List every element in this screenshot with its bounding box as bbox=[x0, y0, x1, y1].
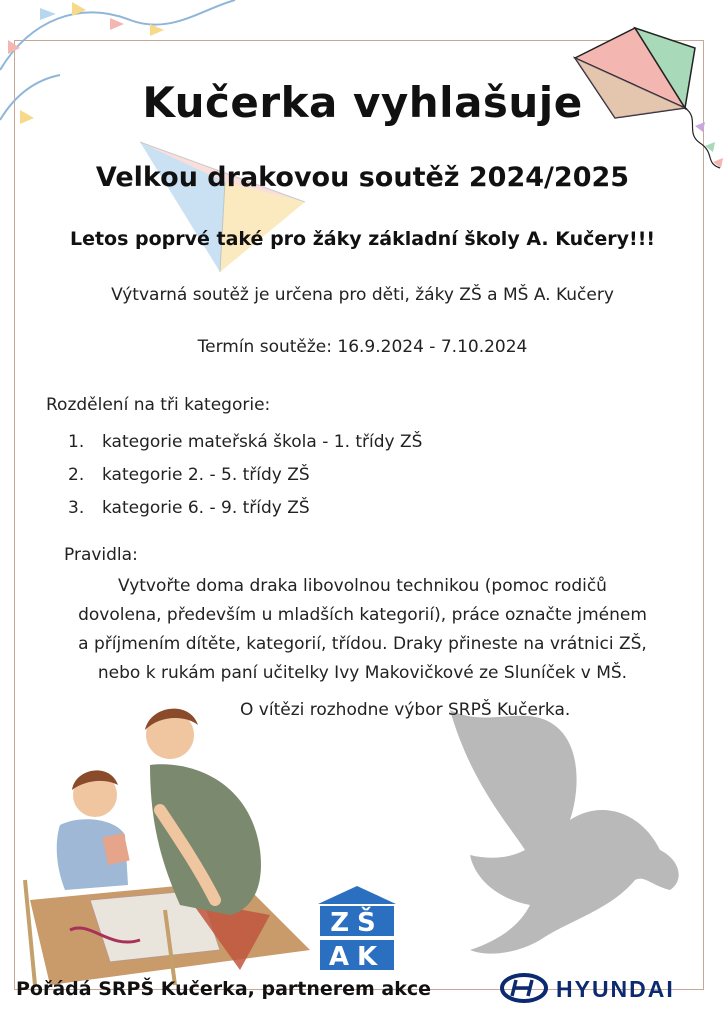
rules-line: Vytvořte doma draka libovolnou technikou (pomoc rodičů bbox=[118, 576, 607, 596]
contest-subtitle: Velkou drakovou soutěž 2024/2025 bbox=[95, 162, 630, 193]
school-logo-bottom-text: AK bbox=[328, 942, 386, 972]
dragon-silhouette bbox=[430, 690, 690, 960]
rules-line: nebo k rukám paní učitelky Ivy Makovičkové ze Sluníček v MŠ. bbox=[97, 663, 628, 683]
kite-background-decoration bbox=[130, 132, 310, 277]
category-number: 1. bbox=[68, 432, 85, 452]
category-number: 2. bbox=[68, 465, 85, 485]
contest-intro: Výtvarná soutěž je určena pro děti, žáky ZŠ a MŠ A. Kučery bbox=[111, 285, 614, 305]
contest-term: Termín soutěže: 16.9.2024 - 7.10.2024 bbox=[197, 337, 528, 357]
school-logo bbox=[318, 886, 396, 972]
category-text: kategorie 2. - 5. třídy ZŠ bbox=[102, 465, 310, 485]
category-text: kategorie mateřská škola - 1. třídy ZŠ bbox=[102, 432, 423, 452]
rules-heading: Pravidla: bbox=[64, 545, 138, 565]
category-number: 3. bbox=[68, 498, 85, 518]
hyundai-logo bbox=[500, 972, 688, 1004]
family-kite-illustration bbox=[10, 700, 320, 990]
school-logo-top-text: ZŠ bbox=[330, 908, 384, 938]
categories-heading: Rozdělení na tři kategorie: bbox=[46, 395, 271, 415]
category-item bbox=[68, 465, 310, 485]
contest-tagline: Letos poprvé také pro žáky základní školy A. Kučery!!! bbox=[69, 228, 656, 250]
category-item bbox=[68, 498, 310, 518]
rules-line: a příjmením dítěte, kategorií, třídou. Draky přineste na vrátnici ZŠ, bbox=[78, 634, 647, 654]
jury-note: O vítězi rozhodne výbor SRPŠ Kučerka. bbox=[240, 700, 571, 720]
organizer-footer: Pořádá SRPŠ Kučerka, partnerem akce bbox=[16, 978, 432, 1000]
page-title: Kučerka vyhlašuje bbox=[142, 78, 583, 127]
category-item bbox=[68, 432, 422, 452]
category-text: kategorie 6. - 9. třídy ZŠ bbox=[102, 498, 310, 518]
rules-line: dovolena, především u mladších kategorií), práce označte jménem bbox=[78, 605, 647, 625]
hyundai-logo-text: HYUNDAI bbox=[556, 976, 675, 1002]
